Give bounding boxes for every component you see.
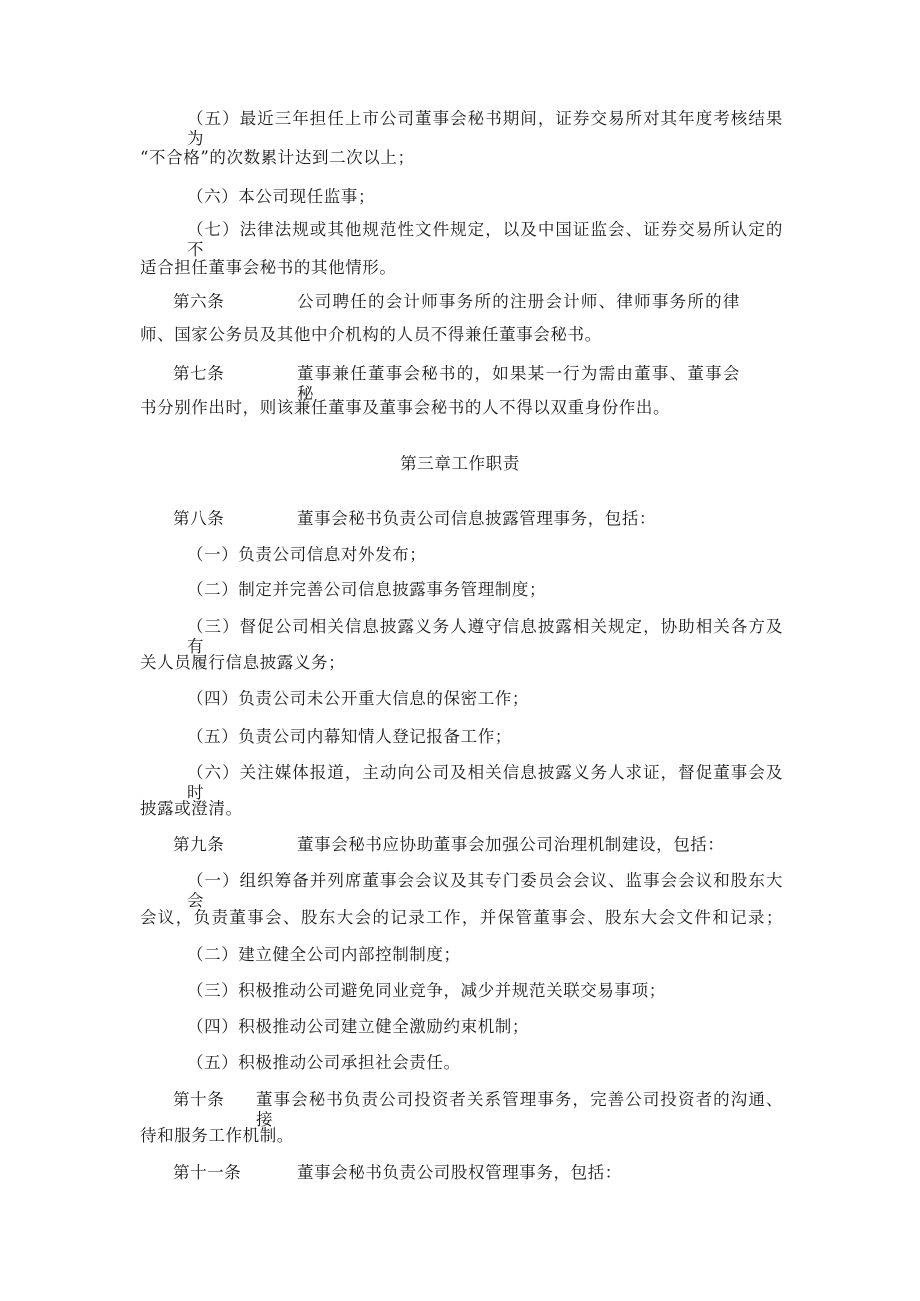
list-item: （二）制定并完善公司信息披露事务管理制度； <box>187 580 547 599</box>
paragraph-line: 待和服务工作机制。 <box>140 1126 294 1145</box>
paragraph-line: 师、国家公务员及其他中介机构的人员不得兼任董事会秘书。 <box>140 325 602 344</box>
list-item: （四）负责公司未公开重大信息的保密工作； <box>187 689 529 708</box>
list-item: （四）积极推动公司建立健全激励约束机制； <box>187 1017 529 1036</box>
paragraph-line: 董事会秘书负责公司信息披露管理事务，包括： <box>297 509 657 528</box>
list-item: （一）组织筹备并列席董事会会议及其专门委员会会议、监事会会议和股东大会 <box>187 871 783 910</box>
article-label: 第六条 <box>173 292 225 311</box>
list-item: （五）负责公司内幕知情人登记报备工作； <box>187 727 512 746</box>
article-label: 第七条 <box>173 364 225 383</box>
paragraph-line: 公司聘任的会计师事务所的注册会计师、律师事务所的律 <box>297 292 740 311</box>
list-item: （一）负责公司信息对外发布； <box>187 545 427 564</box>
paragraph-line: 董事会秘书负责公司股权管理事务，包括： <box>297 1163 622 1182</box>
article-label: 第八条 <box>173 509 225 528</box>
article-label: 第九条 <box>173 835 225 854</box>
paragraph-line: （七）法律法规或其他规范性文件规定，以及中国证监会、证券交易所认定的不 <box>187 220 783 259</box>
paragraph-line: 董事会秘书负责公司投资者关系管理事务，完善公司投资者的沟通、接 <box>256 1090 783 1129</box>
list-item: （六）关注媒体报道，主动向公司及相关信息披露义务人求证，督促董事会及时 <box>187 763 783 802</box>
paragraph-line: 适合担任董事会秘书的其他情形。 <box>140 258 397 277</box>
list-item-continued: 关人员履行信息披露义务； <box>140 653 346 672</box>
paragraph-line: 董事会秘书应协助董事会加强公司治理机制建设，包括： <box>297 835 725 854</box>
list-item: （三）督促公司相关信息披露义务人遵守信息披露相关规定，协助相关各方及有 <box>187 617 783 656</box>
paragraph-line: “不合格”的次数累计达到二次以上； <box>140 148 415 167</box>
paragraph-line: （六）本公司现任监事； <box>187 187 376 206</box>
list-item: （二）建立健全公司内部控制制度； <box>187 945 461 964</box>
list-item-continued: 披露或澄清。 <box>140 799 243 818</box>
list-item-continued: 会议，负责董事会、股东大会的记录工作，并保管董事会、股东大会文件和记录； <box>140 908 783 927</box>
paragraph-line: 董事兼任董事会秘书的，如果某一行为需由董事、董事会秘 <box>297 364 740 403</box>
chapter-heading: 第三章工作职责 <box>400 454 520 473</box>
article-label: 第十条 <box>173 1090 225 1109</box>
list-item: （五）积极推动公司承担社会责任。 <box>187 1053 461 1072</box>
paragraph-line: 书分别作出时，则该兼任董事及董事会秘书的人不得以双重身份作出。 <box>140 398 671 417</box>
paragraph-line: （五）最近三年担任上市公司董事会秘书期间，证券交易所对其年度考核结果为 <box>187 109 783 148</box>
article-label: 第十一条 <box>173 1163 242 1182</box>
list-item: （三）积极推动公司避免同业竞争，减少并规范关联交易事项； <box>187 981 666 1000</box>
